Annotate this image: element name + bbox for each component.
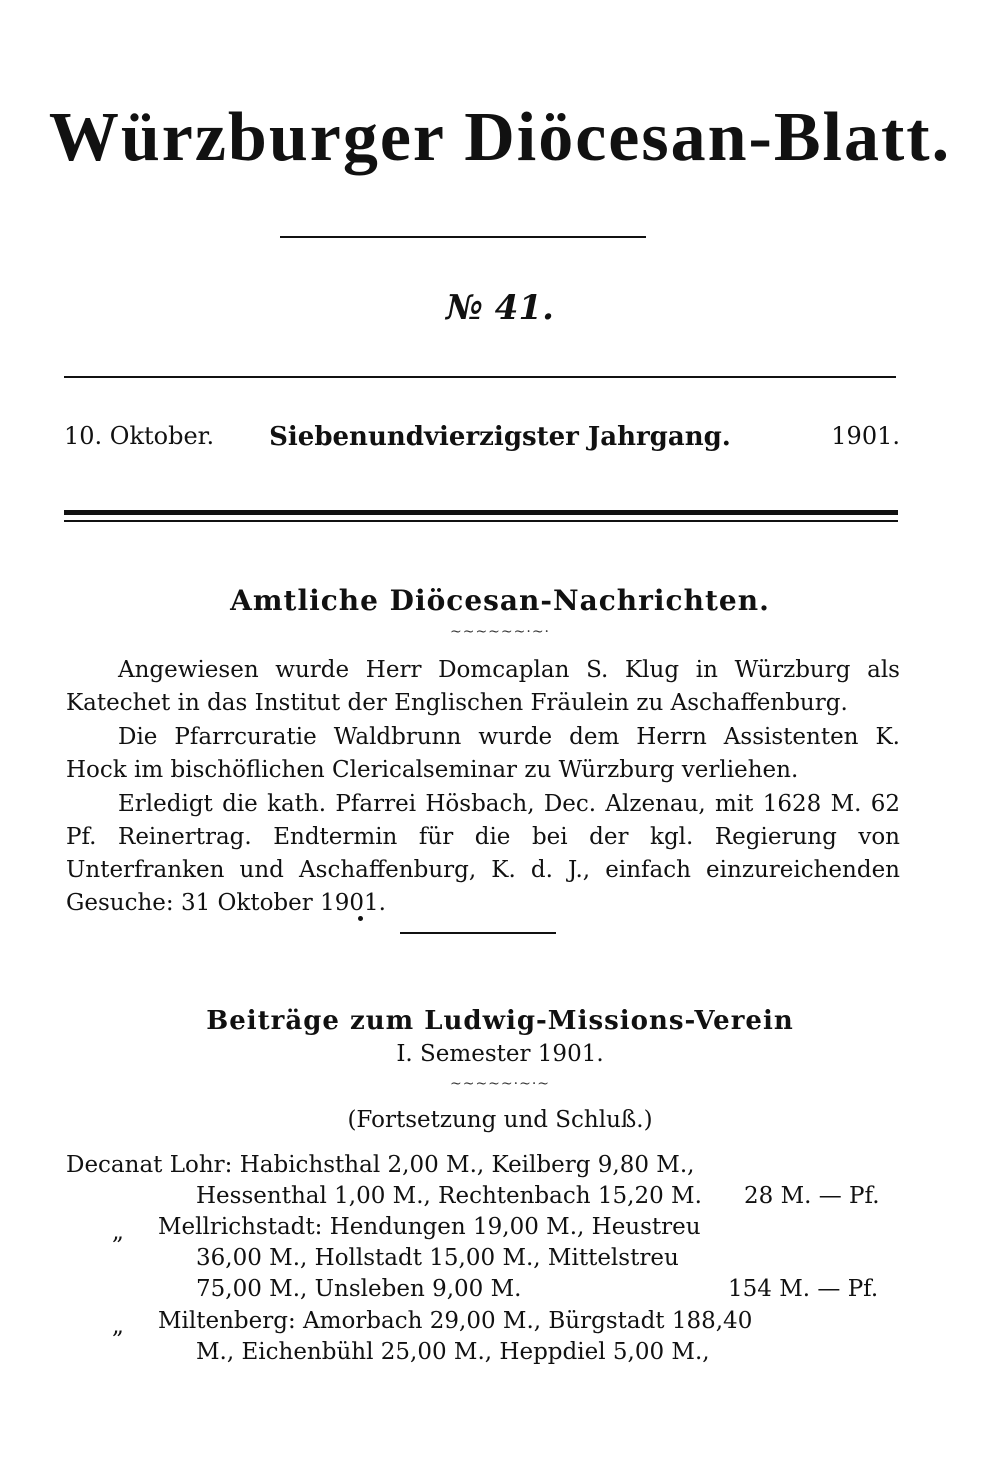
section-dot <box>358 916 363 921</box>
list-item: 75,00 M., Unsleben 9,00 M. <box>196 1276 522 1302</box>
continuation-note: (Fortsetzung und Schluß.) <box>347 1107 653 1133</box>
list-item: M., Eichenbühl 25,00 M., Heppdiel 5,00 M., <box>196 1339 710 1365</box>
section-subtitle: I. Semester 1901. <box>396 1041 604 1067</box>
list-item: Mellrichstadt: Hendungen 19,00 M., Heustreu <box>158 1214 701 1240</box>
paragraph-parish-assignment: Die Pfarrcuratie Waldbrunn wurde dem Herrn Assistenten K. Hock im bischöflichen Clericalseminar zu Würzburg verliehen. <box>66 724 900 783</box>
header-rule-thin <box>64 520 898 522</box>
header-rule-top <box>64 376 896 378</box>
volume-label: Siebenundvierzigster Jahrgang. <box>269 422 731 452</box>
paragraph-vacancy: Erledigt die kath. Pfarrei Hösbach, Dec. Alzenau, mit 1628 M. 62 Pf. Reinertrag. Endtermin für die bei der kgl. Regierung von Unterfranken und Aschaffenburg, K. d. J., einfach einzureichenden Gesuche: 31 Oktober 1901. <box>66 791 900 916</box>
issue-date: 10. Oktober. <box>64 422 215 450</box>
section-title-contributions: Beiträge zum Ludwig-Missions-Verein <box>206 1006 794 1036</box>
list-item: Miltenberg: Amorbach 29,00 M., Bürgstadt 188,40 <box>158 1308 753 1334</box>
issue-year: 1901. <box>831 422 900 450</box>
ditto-mark: „ <box>112 1219 124 1245</box>
list-item: 36,00 M., Hollstadt 15,00 M., Mittelstreu <box>196 1245 679 1271</box>
masthead-divider <box>280 236 646 238</box>
amount-lohr: 28 M. — Pf. <box>744 1183 880 1209</box>
paragraph-appointment: Angewiesen wurde Herr Domcaplan S. Klug in Würzburg als Katechet in das Institut der Englischen Fräulein zu Aschaffenburg. <box>66 657 900 716</box>
ditto-mark: „ <box>112 1313 124 1339</box>
issue-number: № 41. <box>446 288 554 328</box>
amount-mellrichstadt: 154 M. — Pf. <box>728 1276 879 1302</box>
section-divider <box>400 932 556 934</box>
section-title-official-news: Amtliche Diöcesan-Nachrichten. <box>230 584 770 617</box>
header-rule-thick <box>64 510 898 515</box>
ornament-divider-2: ~~~~~·~·~ <box>449 1076 550 1092</box>
masthead-title: Würzburger Diöcesan-Blatt. <box>48 99 952 176</box>
ornament-divider: ~~~~~~·~· <box>449 624 550 640</box>
list-item: Decanat Lohr: Habichsthal 2,00 M., Keilberg 9,80 M., <box>66 1152 695 1178</box>
list-item: Hessenthal 1,00 M., Rechtenbach 15,20 M. <box>196 1183 702 1209</box>
